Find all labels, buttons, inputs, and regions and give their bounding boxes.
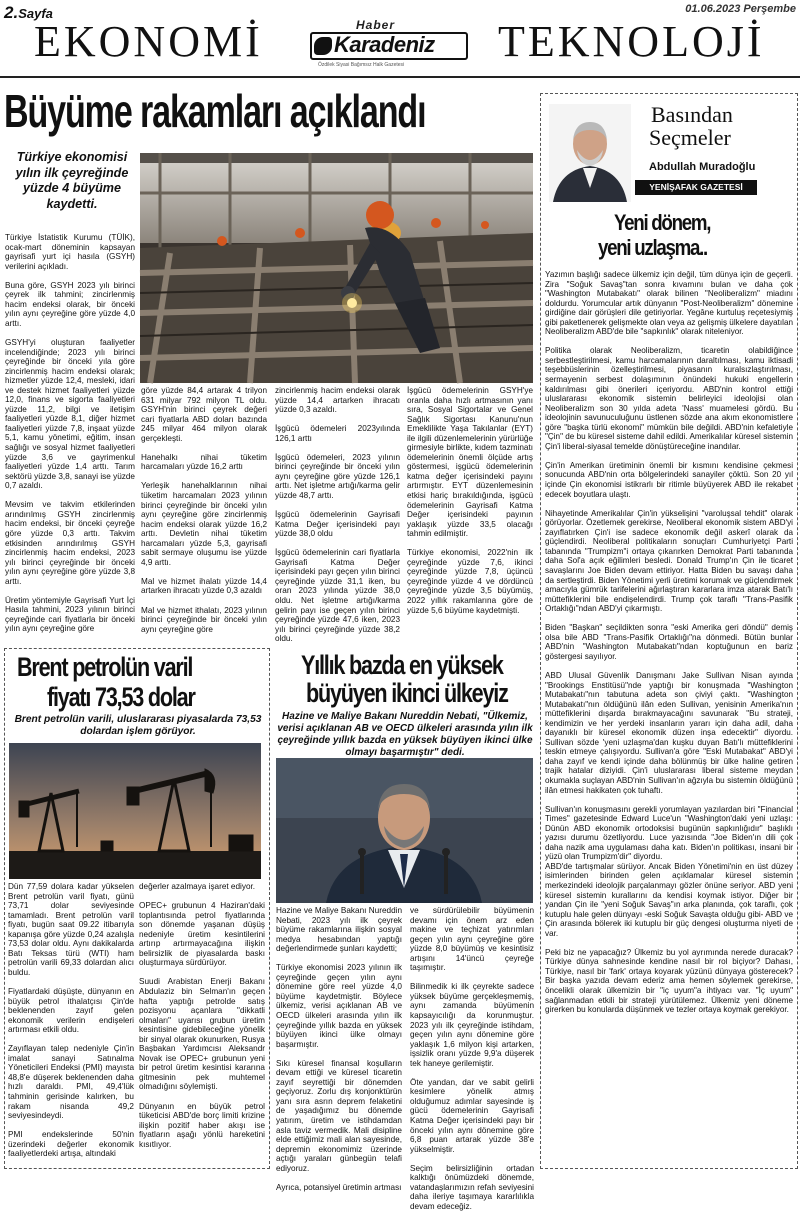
- columnist-photo: [549, 104, 631, 202]
- column-title-line1: Yeni dönem,: [614, 210, 711, 235]
- brent-headline-line2: fiyatı 73,53 dolar: [47, 682, 195, 712]
- growth-headline-line1: Yıllık bazda en yüksek: [301, 650, 503, 680]
- lead-photo: [140, 153, 533, 383]
- logo-top-text: Haber: [356, 18, 396, 32]
- growth-photo: [276, 758, 533, 903]
- issue-date: 01.06.2023 Perşembe: [685, 3, 796, 15]
- brent-photo: [9, 743, 261, 879]
- growth-headline-line2: büyüyen ikinci ülkeyiz: [306, 678, 508, 708]
- section-word-left: EKONOMİ: [34, 17, 263, 66]
- page-label: Sayfa: [18, 6, 53, 21]
- growth-col-2: ve sürdürülebilir büyümenin devamı için önem arz eden makine ve teçhizat yatırımları geçen yılın aynı çeyreğine göre yüzde 8,0 büyümüş ve kesintisiz artışını 14'üncü çeyreğe taşımıştır. Bilinmedik ki ilk çeyrekte sadece yüksek büyüme gerçekleşmemiş, aynı zamanda büyümenin kapsayıcılığı da korunmuştur. 2023 yılı ilk çeyreğinde istihdam, geçen yılın aynı dönemine göre yaklaşık 1,6 milyon kişi artarken, işsizlik oranı yüzde 9,9'a düşerek tek haneye gerilemiştir. Öte yandan, dar ve sabit gelirli kesimlere yönelik atmış olduğumuz adımlar sayesinde iş gücü ödemelerinin Gayrisafi Katma Değer içerisindeki payı bir önceki yılın aynı dönemine göre 6,8 puan artarak yüzde 38'e yükselmiştir. Seçim belirsizliğinin ortadan kalktığı önümüzdeki dönemde, vatandaşlarımızın refah seviyesini daha ileriye taşımaya kararlılıkla devam edeceğiz.: [410, 906, 534, 1211]
- brent-headline-line1: Brent petrolün varil: [17, 652, 193, 682]
- masthead-logo: [310, 18, 468, 72]
- lead-col-2: göre yüzde 84,4 artarak 4 trilyon 631 milyar 792 milyon TL oldu. GSYH'nin birinci çeyrek değeri cari fiyatlarla ABD doları bazında 245 milyar 464 milyon olarak gerçekleşti. Hanehalkı nihai tüketim harcamaları yüzde 16,2 arttı Yerleşik hanehalklarının nihai tüketim harcamaları 2023 yılının birinci çeyreğinde bir önceki yılın aynı çeyreğine göre zincirlenmiş hacim endeksi olarak yüzde 16,2 arttı. Devletin nihai tüketim harcamaları yüzde 5,3, gayrisafi sabit sermaye oluşumu ise yüzde 4,9 arttı. Mal ve hizmet ihalatı yüzde 14,4 artarken ihracatı yüzde 0,3 azaldı Mal ve hizmet ithalatı, 2023 yılının birinci çeyreğinde bir önceki yılın aynı çeyreğine göre: [141, 386, 267, 634]
- growth-col-1: Hazine ve Maliye Bakanı Nureddin Nebati, 2023 yılı ilk çeyrek büyüme rakamlarına ilişkin sosyal medya hesabından yaptığı değerlendirmede şunları kaydetti; Türkiye ekonomisi 2023 yılının ilk çeyreğinde geçen yılın aynı dönemine göre reel yüzde 4,0 büyüme kaydetmiştir. Böylece ülkemiz, verisi açıklanan AB ve OECD ülkeleri arasında yılın ilk çeyreğinde yıllık bazda en yüksek büyüyen ikinci ülke olmayı başarmıştır. Sıkı küresel finansal koşulların devam ettiği ve küresel ticaretin zayıf seyrettiği bir dönemden geçiyoruz. Zorlu dış konjonktürün yanı sıra asrın deprem felaketini de yaşadığımız bu dönemde yatırım, üretim ve istihdamdan asla taviz vermedik. Mali disipline elde ettiğimiz mali alan sayesinde, depremin ekonomimiz üzerinde açtığı yaraları günbegün telafi ediyoruz. Ayrıca, potansiyel üretimin artması: [276, 906, 402, 1192]
- columnist-header: [547, 100, 759, 202]
- steel-worker-photo-icon: [140, 153, 533, 383]
- lead-col-1: Türkiye İstatistik Kurumu (TÜİK), ocak-mart döneminin kapsayan gayrisafi yurt içi hasıla (GSYH) verilerini açıkladı. Buna göre, GSYH 2023 yılı birinci çeyrek ilk tahmini; zincirlenmiş hacim endeksi olarak, bir önceki yılın aynı çeyreğine göre yüzde 4,0 arttı. GSYH'yi oluşturan faaliyetler incelendiğinde; 2023 yılı birinci çeyreğinde bir önceki yıla göre zincirlenmiş hacim endeksi olarak; hizmetler yüzde 12,4, mesleki, idari ve destek hizmet faaliyetleri yüzde 12,0, finans ve sigorta faaliyetleri yüzde 11,2, bilgi ve iletişim faaliyetleri yüzde 8,1, diğer hizmet faaliyetleri yüzde 7,8, inşaat yüzde 5,1, kamu yönetimi, eğitim, insan sağlığı ve sosyal hizmet faaliyetleri yüzde 3,6 ve gayrimenkul faaliyetleri yüzde 1,4 arttı. Tarım sektörü yüzde 3,8, sanayi ise yüzde 0,7 azaldı. Mevsim ve takvim etkilerinden arındırılmış GSYH zincirlenmiş hacim endeksi, bir önceki çeyreğe göre yüzde 0,3 arttı. Takvim etkisinden arındırılmış GSYH zincirlenmiş hacim endeksi, 2023 yılı birinci çeyreğinde bir önceki yılın aynı çeyreğine göre yüzde 3,8 arttı. Üretim yöntemiyle Gayrisafi Yurt İçi Hasıla tahmini, 2023 yılının birinci çeyreğinde cari fiyatlarla bir önceki yılın aynı çeyreğine göre: [5, 233, 135, 634]
- column-label-1: Basından: [651, 102, 733, 127]
- column-source-badge: YENİŞAFAK GAZETESİ: [635, 180, 757, 195]
- lead-col-4: İşgücü ödemelerinin GSYH'ye oranla daha hızlı artmasının yanı sıra, Sosyal Sigortalar ve Genel Sağlık Sigortası Kanunu'nun Emeklilikte Yaşa Takılanlar (EYT) ile ilgili düzenlemelerinin yürürlüğe girmesiyle birlikte, kıdem tazminatı ödemelerinin önemli ölçüde artış göstermesi, işgücü ödemelerinin katma değer içerisindeki payını artırmıştır. EYT düzenlemesinin etkisi hariç bırakıldığında, işgücü ödemelerinin Gayrisafi Katma Değer içerisindeki payının yaklaşık yüzde 33,5 olacağı tahmin edilmiştir. Türkiye ekonomisi, 2022'nin ilk çeyreğinde yüzde 7,6, ikinci çeyreğinde yüzde 7,8, üçüncü çeyreğinde yüzde 4 ve dördüncü çeyreğinde yüzde 3,5 büyümüş, 2022 yıllık rakamlarına göre de yüzde 5,6 büyüme kaydetmişti.: [407, 386, 533, 615]
- logo-main-text: Karadeniz: [334, 32, 435, 57]
- column-body: Yazımın başlığı sadece ülkemiz için değil, tüm dünya için de geçerli. Zira "Soğuk Savaş"tan sonra kıvamını bulan ve daha çok "Washington Mutabakatı" olarak bilinen "Neoliberalizm" miadını doldurdu. Yorumcular artık dünyanın "Post-Neoliberalizm" dönemine girdiğine dair görüşleri dile getiriyorlar. Yegâne kurtuluş reçetesiymiş gibi paketlenerek gelişmekte olan veya az gelişmiş ülkelere dayatılan Neoliberalizm ABD'de bile "sapkınlık" olarak niteleniyor. Politika olarak Neoliberalizm, ticaretin olabildiğince serbestleştirilmesi, kamu harcamalarının daraltılması, kamu iktisadi teşebbüslerinin özelleştirilmesi, piyasanın kuralsızlaştırılması, sermayenin serbest dolaşımının önündeki hukuki engellerin kaldırılması gibi önerileri içeriyordu. ABD'nin kontrol ettiği uluslararası ekonomik sistemin belirleyici ideolojisi olan Neoliberalizm son 30 yılda adeta 'Nass' muamelesi gördü. Bu ideolojinin savunuculuğunu üstlenen sözde ana akım ekonomistlere göre "başka türlü ekonomi" mümkün bile değildi. ABD'nin kefaletiyle "Çin" de bu küresel sisteme dahil edildi. Amerikalılar küresel sistemin Çin'i liberal-siyasal temelde dönüştüreceğine inandılar. Çin'in Amerikan üretiminin önemli bir kısmını kendisine çekmesi sonucunda ABD'nin orta bölgelerindeki sanayiler çöktü. Son 20 yıl içinde Çin ekonomisi istikrarlı bir ritimle büyüyerek ABD ile rekabet edecek boyutlara ulaştı. Nihayetinde Amerikalılar Çin'in yükselişini "varoluşsal tehdit" olarak görüyorlar. Özetlemek gerekirse, Neoliberal ekonomik sistem ABD'yi zayıflatırken Çin'i ise sadece ekonomik değil askerî olarak da güçlendirdi. Neoliberal politikaların sonuçları Cumhuriyetçi Parti tabanında "Trumpizm"i ortaya çıkarırken Demokrat Parti tabanında daha Sol'a açık eğilimleri besledi. Donald Trump'ın Çin ile ticaret savaşlarını Joe Biden devam ettiriyor. Hatta Biden bu savaşı daha da sertleştirdi. Biden Yönetimi yerli üretimi korumak ve güçlendirmek amacıyla gümrük tarifelerini ağırlaştıran kararlara imza atarak Batı'lı müttefiklerini bile endişelendirdi. Trump çok taraflı "Trans-Pasifik Ortaklığı"ndan ABD'yi çıkarmıştı. Biden "Başkan" seçildikten sonra "eski Amerika geri döndü" demiş olsa bile ABD "Trans-Pasifik Ortaklığı"na dönmedi. Bütün bunlar ABD'nin "Washington Mutabakatı"ndan koptuğunun en bariz göstergesi sayılıyor. ABD Ulusal Güvenlik Danışmanı Jake Sullivan Nisan ayında "Brookings Enstitüsü"nde yaptığı bir konuşmada "Washington Mutabakatı"nın tabutuna adeta son çiviyi çaktı. "Washington Mutabakatı"nın öldüğünü ilân eden Sullivan, yenisinin Amerika'nın müttefiklerini dışarda bırakmayacağını savunarak "Bu strateji, kendimizin ve her yerdeki insanların yararı için daha adil, daha dayanıklı bir küresel ekonomik düzen inşa edecektir" diyordu. Sullivan sözde 'yeni uzlaşma'dan kuşku duyan Batı'lı müttefiklerini teskin etmeye çalışıyordu. Sullivan'a göre "Eski Mutabakat" ABD'yi daha zayıf ve kendi içinde daha bölünmüş bir ülke haline getiren trajik hatalar diziyidi. Çin'i uluslararası liberal sisteme meydan okumakla suçlayan ABD'nin Sullivan'ın ağzıyla bu sistemin öldüğünü ilân etmesi hakikaten çok tuhaftı. Sullivan'ın konuşmasını gerekli yorumlayan yazılardan biri "Financial Times" gazetesinde Edward Luce'un "Washington'daki yeni uzlaşı: Dünün ABD ekonomik ortodoksisi bugünün sapkınlığıdır" başlıklı yazısı durumu özetliyordu. Luce yazısında "Joe Biden'ın dili çok daha nazik ama uygulaması daha katı. Biden'ın politikası, insani bir yüzü olan Trumpizm'dir" diyordu. ABD'de tartışmalar sürüyor. Ancak Biden Yönetimi'nin en üst düzey isimlerinden birinden gelen açıklamalar küresel sistemin merkezindeki ideolojik parçalanmayı gözler önüne seriyor. ABD yeni küresel sistemin kurallarını da kendisi koymak istiyor. Diğer bir yandan Çin ile "yeni Soğuk Savaş"ın arka planında, çok taraflı, çok kutuplu hale gelen dünyayı -eski Soğuk Savaşta olduğu gibi- ABD ve Çin arasında bölerek iki kutuplu bir güç dengesi oluşturma niyeti de var. Peki biz ne yapacağız? Ülkemiz bu yol ayrımında nerede duracak? Türkiye dünya sahnesinde kendine nasıl bir rol biçiyor? Dahası, Türkiye, nasıl bir 'fark' ortaya koyarak yüzünü dünyaya gösterecek? Bir başka yazıda devam ederiz ama hemen söylemek gerekirse, öncelikli olarak ülkemizin bir "iç uyum"a ihtiyacı var. "İç uyum" sağlanmadan etkili bir strateji yürütülemez. Ülkemiz yeni döneme girerken bu konularda düşünmek ve tezler ortaya koymak gerekiyor.: [545, 270, 793, 1015]
- lead-headline: Büyüme rakamları açıklandı: [4, 85, 426, 137]
- page-number-value: 2.: [4, 3, 19, 22]
- lead-col-3: zincirlenmiş hacim endeksi olarak yüzde 14,4 artarken ihracatı yüzde 0,3 azaldı. İşgücü ödemeleri 2023yılında 126,1 arttı İşgücü ödemeleri, 2023 yılının birinci çeyreğinde bir önceki yılın aynı çeyreğine göre yüzde 126,1 arttı. Net işletme artığı/karma gelir yüzde 48,7 arttı. İşgücü ödemelerinin Gayrisafi Katma Değer içerisindeki payı yüzde 38,0 oldu İşgücü ödemelerinin cari fiyatlarla Gayrisafi Katma Değer içerisindeki payı geçen yılın birinci çeyreğinde yüzde 31,1 iken, bu oran 2023 yılında yüzde 38,0 oldu. Net işletme artığı/karma gelirin payı ise geçen yılın birinci çeyreğinde yüzde 47,6 iken, 2023 yılı birinci çeyreğinde yüzde 38,2 oldu.: [275, 386, 400, 644]
- brent-col-2: değerler azalmaya işaret ediyor. OPEC+ grubunun 4 Haziran'daki toplantısında petrol fiyatlarında son dönemde yaşanan düşüş nedeniyle üretim kesintilerini artırıp artırmayacağına ilişkin belirsizlik de piyasalarda baskı oluşturmaya sürdürüyor. Suudi Arabistan Enerji Bakanı Abdulaziz bin Selman'ın geçen hafta yaptığı petrolde satış pozisyonu açanlara "dikkatli olmaları" uyarısı grubun üretim kesintisine gidebileceğine yönelik bir sinyal olarak okunurken, Rusya Başbakan Yardımcısı Aleksandr Novak ise OPEC+ grubunun yeni bir petrol üretim kesintisi kararına gitmesinin pek muhtemel olmadığını söylemişti. Dünyanın en büyük petrol tüketicisi ABD'de borç limiti krizine ilişkin pozitif haber akışı ise fiyatların aşağı yönlü hareketini kısıtlıyor.: [139, 882, 265, 1149]
- column-title-line2: yeni uzlaşma..: [598, 235, 707, 260]
- minister-portrait-photo-icon: [276, 758, 533, 903]
- header-rule: [0, 76, 800, 78]
- oil-pump-photo-icon: [9, 743, 261, 879]
- columnist-portrait-icon: [549, 104, 631, 202]
- logo-mark-icon: [314, 37, 332, 55]
- logo-subtitle: Özdilek Siyasi Bağımsız Halk Gazetesi: [318, 62, 405, 68]
- brent-col-1: Dün 77,59 dolara kadar yükselen Brent petrolün varil fiyatı, günü 73,71 dolar seviyesinde tamamladı. Brent petrolün varil fiyatı, bugün saat 09.22 itibarıyla kapanışa göre yüzde 0,24 azalışla 73,53 dolar oldu. Aynı dakikalarda Batı Teksas türü (WTI) ham petrolün varili 69,33 dolardan alıcı buldu. Fiyatlardaki düşüşte, dünyanın en büyük petrol ithalatçısı Çin'de beklenenden zayıf gelen ekonomik verilerin endişeleri artırması etkili oldu. Zayıflayan talep nedeniyle Çin'in imalat sanayi Satınalma Yöneticileri Endeksi (PMI) mayısta 48,8'e düşerek beklenenden daha hızlı daraldı. PMI, 49,4'lük tahminin gerisinde kalırken, bu rakam nisanda 49,2 seviyesindeydi. PMI endekslerinde 50'nin üzerindeki değerler ekonomik faaliyetlerdeki artışa, altındaki: [8, 882, 134, 1159]
- lead-subhead: Türkiye ekonomisi yılın ilk çeyreğinde yüzde 4 büyüme kaydetti.: [15, 150, 129, 211]
- columnist-name: Abdullah Muradoğlu: [649, 161, 756, 173]
- growth-subhead: Hazine ve Maliye Bakanı Nureddin Nebati, "Ülkemiz, verisi açıklanan AB ve OECD ülkeleri arasında yılın ilk çeyreğinde yıllık bazda en yüksek büyüyen ikinci ülke olmayı başarmıştır" dedi.: [277, 711, 533, 758]
- column-label-2: Seçmeler: [649, 125, 731, 150]
- section-word-right: TEKNOLOJİ: [498, 17, 765, 66]
- brent-subhead: Brent petrolün varili, uluslararası piyasalarda 73,53 dolardan işlem görüyor.: [14, 714, 262, 737]
